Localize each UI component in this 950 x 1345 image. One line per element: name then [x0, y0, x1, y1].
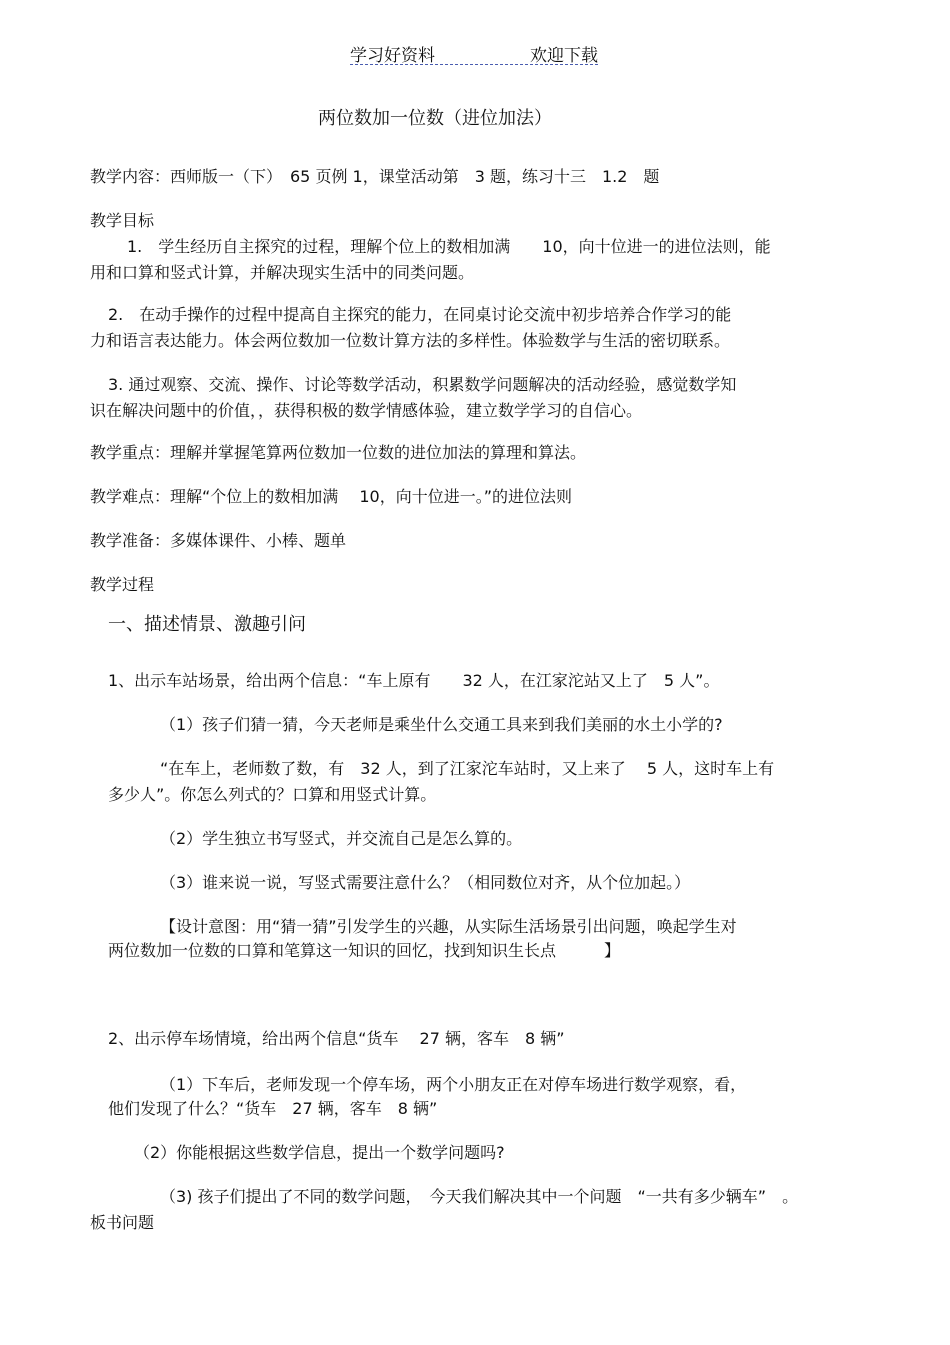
goals-heading: 教学目标 [90, 211, 155, 230]
key-point: 教学重点：理解并掌握笔算两位数加一位数的进位加法的算理和算法。 [90, 443, 587, 462]
goal-1-line-1: 1. 学生经历自主探究的过程，理解个位上的数相加满 10，向十位进一的进位法则，能 [127, 237, 771, 256]
item-2: 2、出示停车场情境，给出两个信息“货车 27 辆，客车 8 辆” [108, 1029, 565, 1048]
goal-2-line-2: 力和语言表达能力。体会两位数加一位数计算方法的多样性。体验数学与生活的密切联系。 [90, 331, 731, 350]
goal-3-line-1: 3. 通过观察、交流、操作、讨论等数学活动，积累数学问题解决的活动经验，感觉数学知 [108, 375, 737, 394]
item-2-board-note: 板书问题 [90, 1213, 155, 1232]
item-1: 1、出示车站场景，给出两个信息：“车上原有 32 人，在江家沱站又上了 5 人”。 [108, 671, 720, 690]
item-1-quote-line-1: “在车上，老师数了数，有 32 人，到了江家沱车站时，又上来了 5 人，这时车上有 [160, 759, 775, 778]
item-1-question-2: （2）学生独立书写竖式，并交流自己是怎么算的。 [160, 829, 523, 848]
preparation: 教学准备：多媒体课件、小棒、题单 [90, 531, 347, 550]
page-header [350, 40, 598, 65]
goal-1-line-2: 用和口算和竖式计算，并解决现实生活中的同类问题。 [90, 263, 475, 282]
section-1-heading: 一、描述情景、激趣引问 [108, 614, 306, 635]
item-1-quote-line-2: 多少人”。你怎么列式的？口算和用竖式计算。 [108, 785, 437, 804]
difficulty: 教学难点：理解“个位上的数相加满 10，向十位进一。”的进位法则 [90, 487, 573, 506]
item-2-question-1-line-1: （1）下车后，老师发现一个停车场，两个小朋友正在对停车场进行数学观察，看， [160, 1075, 747, 1094]
item-2-question-1-line-2: 他们发现了什么？“货车 27 辆，客车 8 辆” [108, 1099, 438, 1118]
item-2-question-2: （2）你能根据这些数学信息，提出一个数学问题吗? [134, 1143, 505, 1162]
header-left-text: 学习好资料 [350, 46, 435, 66]
goal-2-line-1: 2. 在动手操作的过程中提高自主探究的能力，在同桌讨论交流中初步培养合作学习的能 [108, 305, 732, 324]
teaching-content: 教学内容：西师版一（下） 65 页例 1，课堂活动第 3 题，练习十三 1.2 题 [90, 167, 660, 186]
item-1-question-3: （3）谁来说一说，写竖式需要注意什么？（相同数位对齐，从个位加起。） [160, 873, 691, 892]
header-right-text: 欢迎下载 [530, 46, 598, 66]
document-title: 两位数加一位数（进位加法） [318, 108, 552, 129]
design-intent-line-1: 【设计意图：用“猜一猜”引发学生的兴趣，从实际生活场景引出问题，唤起学生对 [160, 917, 737, 936]
process-heading: 教学过程 [90, 575, 155, 594]
design-intent-line-2: 两位数加一位数的口算和笔算这一知识的回忆，找到知识生长点 】 [108, 941, 621, 960]
item-1-question-1: （1）孩子们猜一猜，今天老师是乘坐什么交通工具来到我们美丽的水土小学的? [160, 715, 723, 734]
goal-3-line-2: 识在解决问题中的价值，，获得积极的数学情感体验，建立数学学习的自信心。 [90, 401, 643, 420]
item-2-question-3: （3) 孩子们提出了不同的数学问题， 今天我们解决其中一个问题 “一共有多少辆车” 。 [160, 1187, 799, 1206]
